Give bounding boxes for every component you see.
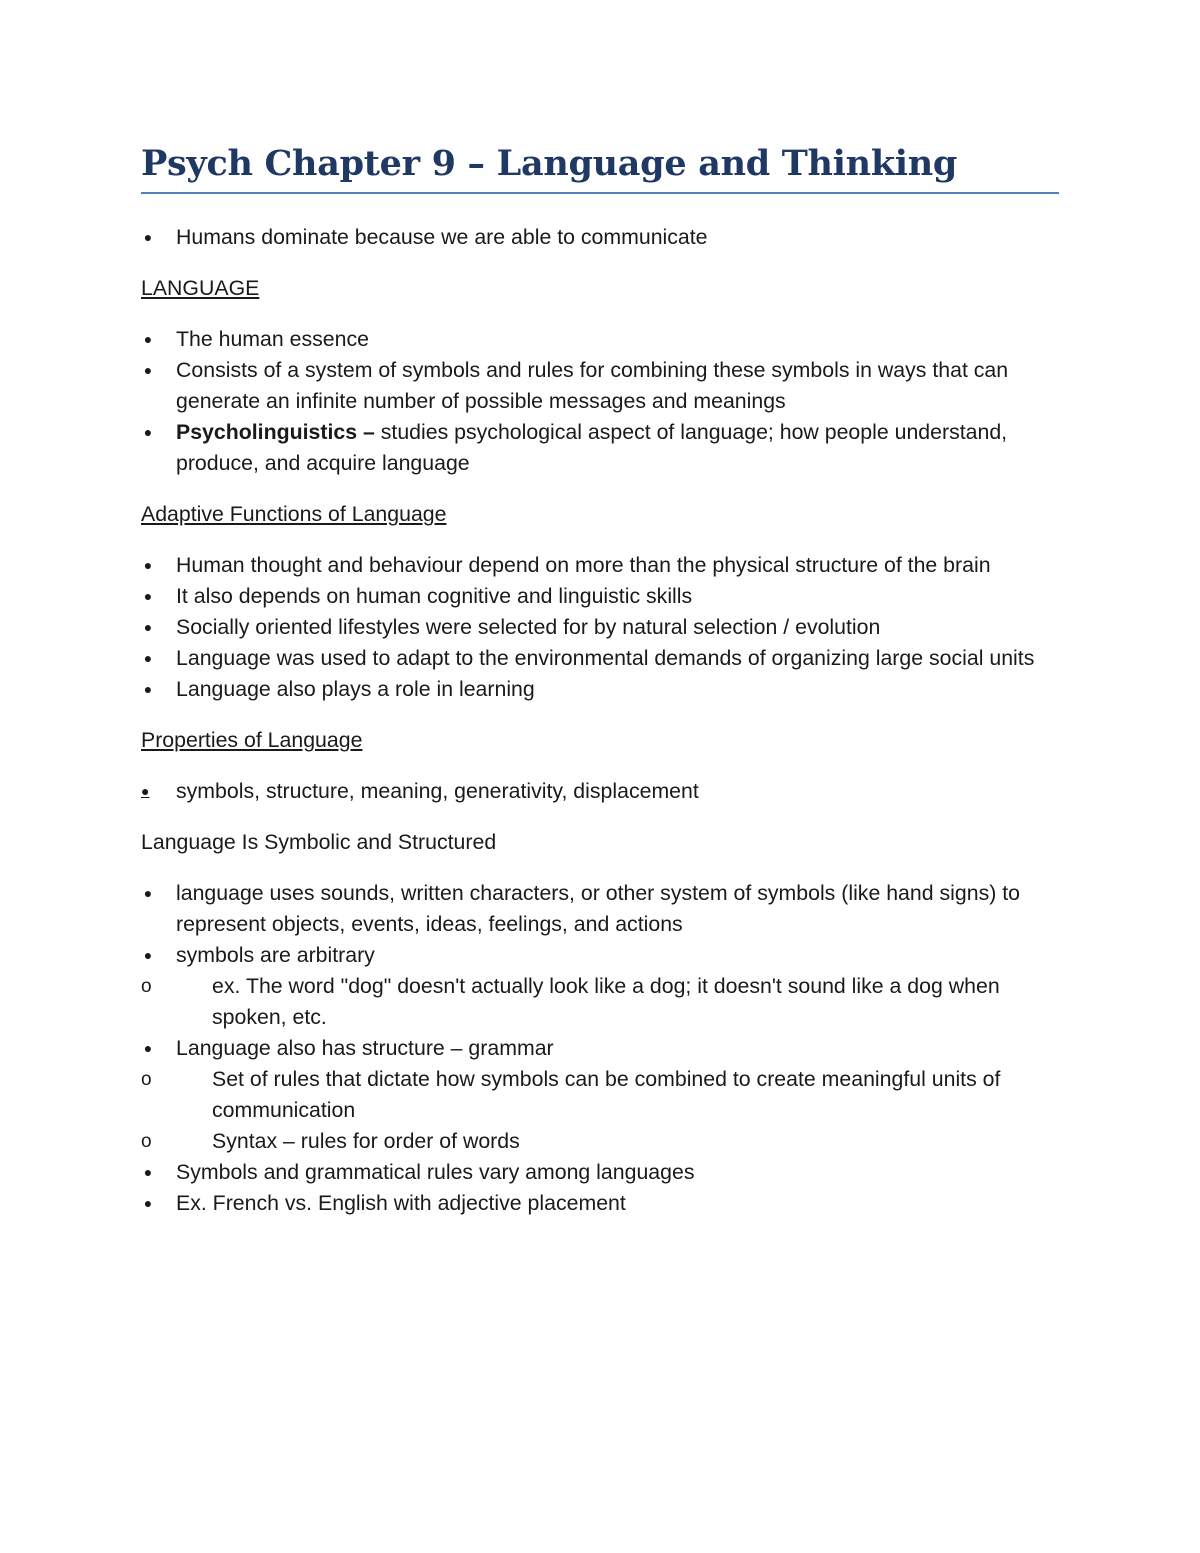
sub-list — [141, 971, 1059, 1033]
list-item: ● Socially oriented lifestyles were selected for by natural selection / evolution — [141, 612, 1059, 643]
bullet-icon: ● — [143, 557, 153, 573]
sub-list-item: o Syntax – rules for order of words — [141, 1126, 1059, 1157]
adaptive-list — [141, 550, 1059, 705]
bullet-icon: ● — [143, 619, 153, 635]
section-heading-adaptive: Adaptive Functions of Language — [141, 502, 447, 526]
list-item: ● symbols, structure, meaning, generativity, displacement — [141, 776, 1059, 807]
bullet-icon: ● — [143, 885, 153, 901]
list-item: ● symbols are arbitrary o ex. The word "dog" doesn't actually look like a dog; it doesn't sound like a dog when spoken, etc. — [141, 940, 1059, 1033]
sub-list-item: o ex. The word "dog" doesn't actually look like a dog; it doesn't sound like a dog when spoken, etc. — [141, 971, 1059, 1033]
bullet-icon: ● — [143, 331, 153, 347]
sub-bullet-icon: o — [141, 1069, 152, 1090]
list-item: ● Humans dominate because we are able to communicate — [141, 222, 1059, 253]
sub-list-item: o Set of rules that dictate how symbols can be combined to create meaningful units of communication — [141, 1064, 1059, 1126]
document-body — [141, 140, 1059, 1219]
bullet-icon: ● — [141, 783, 150, 799]
list-item: ● language uses sounds, written characters, or other system of symbols (like hand signs) to represent objects, events, ideas, feelings, and actions — [141, 878, 1059, 940]
list-item: ● Human thought and behaviour depend on more than the physical structure of the brain — [141, 550, 1059, 581]
sub-list — [141, 1064, 1059, 1157]
sub-bullet-icon: o — [141, 1131, 152, 1152]
section-heading-properties: Properties of Language — [141, 728, 363, 752]
list-item: ● It also depends on human cognitive and linguistic skills — [141, 581, 1059, 612]
bullet-icon: ● — [143, 650, 153, 666]
list-item: ● Language also plays a role in learning — [141, 674, 1059, 705]
document-content — [141, 222, 1059, 1219]
properties-list — [141, 776, 1059, 807]
bullet-icon: ● — [143, 588, 153, 604]
bullet-icon: ● — [143, 1195, 153, 1211]
list-item: ● Language was used to adapt to the environmental demands of organizing large social units — [141, 643, 1059, 674]
bullet-icon: ● — [143, 681, 153, 697]
list-item: ● Language also has structure – grammar o Set of rules that dictate how symbols can be combined to create meaningful units of communication o Syntax – rules for order of words — [141, 1033, 1059, 1157]
term-definition: studies psychological aspect of language; how people understand, produce, and acquire language — [176, 420, 1008, 475]
list-item: ● The human essence — [141, 324, 1059, 355]
bullet-icon: ● — [143, 229, 153, 245]
list-item: ● Ex. French vs. English with adjective placement — [141, 1188, 1059, 1219]
section-heading-language: LANGUAGE — [141, 276, 260, 300]
list-item: ● Symbols and grammatical rules vary among languages — [141, 1157, 1059, 1188]
language-list — [141, 324, 1059, 479]
term-psycholinguistics: Psycholinguistics – — [176, 420, 375, 444]
symbolic-list — [141, 878, 1059, 1219]
bullet-icon: ● — [143, 1040, 153, 1056]
bullet-icon: ● — [143, 947, 153, 963]
bullet-icon: ● — [143, 362, 153, 378]
intro-list — [141, 222, 1059, 253]
list-item — [141, 417, 1059, 479]
sub-bullet-icon: o — [141, 976, 152, 997]
list-item: ● Consists of a system of symbols and rules for combining these symbols in ways that can generate an infinite number of possible messages and meanings — [141, 355, 1059, 417]
document-title: Psych Chapter 9 – Language and Thinking — [141, 140, 1059, 194]
bullet-icon: ● — [143, 424, 153, 440]
bullet-icon: ● — [143, 1164, 153, 1180]
section-heading-symbolic: Language Is Symbolic and Structured — [141, 830, 497, 854]
